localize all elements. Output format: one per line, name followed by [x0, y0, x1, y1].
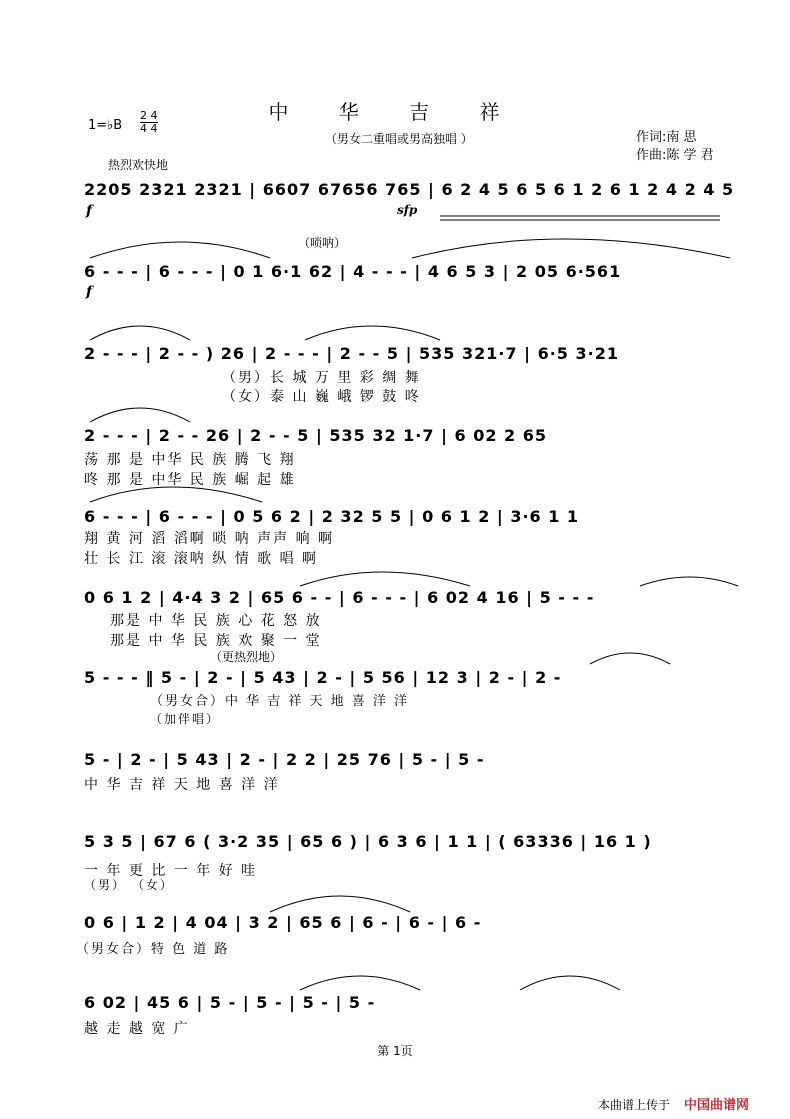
song-subtitle: （男女二重唱或男高独唱 ） [325, 132, 473, 146]
tempo-change-label: （更热烈地） [210, 650, 283, 664]
lyricist-credit: 作词:南 思 [636, 130, 697, 145]
score-row-8: 5 - | 2 - | 5 43 | 2 - | 2 2 | 25 76 | 5 - | 5 - [84, 750, 485, 769]
score-row-4: 2 - - - | 2 - - 26 | 2 - - 5 | 535 32 1·7 | 6 02 2 65 [84, 426, 548, 445]
upload-credit: 本曲谱上传于 [598, 1098, 671, 1112]
lyric-line-2: 那是 中 华 民 族 欢 聚 一 堂 [110, 633, 322, 649]
lyric-line-2: 壮 长 江 滚 滚呐 纵 情 歌 唱 啊 [84, 551, 319, 567]
dynamic-marking: f [86, 203, 93, 219]
score-row-2: 6 - - - | 6 - - - | 0 1 6·1 62 | 4 - - - | 4 6 5 3 | 2 05 6·561 [84, 262, 622, 281]
lyric-line-1: （男女合）特 色 道 路 [76, 942, 230, 957]
instrument-label-suona: （唢呐） [298, 236, 347, 250]
lyric-line-2: （男） （女） [84, 878, 174, 892]
composer-credit: 作曲:陈 学 君 [636, 148, 714, 163]
lyric-line-2: （加伴唱） [150, 712, 221, 726]
score-row-3: 2 - - - | 2 - - ) 26 | 2 - - - | 2 - - 5 | 535 321·7 | 6·5 3·21 [84, 344, 619, 363]
key-signature: 1=♭B [88, 118, 123, 133]
lyric-line-male: （男）长 城 万 里 彩 绸 舞 [222, 370, 421, 386]
lyric-line-female: （女）泰 山 巍 峨 锣 鼓 咚 [222, 389, 421, 405]
lyric-line-1: 翔 黄 河 滔 滔啊 唢 呐 声声 响 啊 [84, 531, 335, 547]
score-row-5: 6 - - - | 6 - - - | 0 5 6 2 | 2 32 5 5 | 0 6 1 2 | 3·6 1 1 [84, 507, 580, 526]
tempo-marking: 热烈欢快地 [108, 158, 169, 172]
lyric-line-1: 中 华 吉 祥 天 地 喜 洋 洋 [84, 777, 280, 793]
lyric-line-1: 荡 那 是 中华 民 族 腾 飞 翔 [84, 452, 296, 468]
lyric-line-1: 一 年 更 比 一 年 好 哇 [84, 863, 258, 879]
dynamic-marking: f [86, 284, 93, 300]
meter-bottom: 4 4 [140, 122, 158, 135]
lyric-line-1: （男女合）中 华 吉 祥 天 地 喜 洋 洋 [150, 694, 410, 709]
score-row-10: 0 6 | 1 2 | 4 04 | 3 2 | 65 6 | 6 - | 6 - | 6 - [84, 913, 482, 932]
lyric-line-1: 那是 中 华 民 族 心 花 怒 放 [110, 613, 322, 629]
score-row-9: 5 3 5 | 67 6 ( 3·2 35 | 65 6 ) | 6 3 6 | 1 1 | ( 63336 | 16 1 ) [84, 832, 652, 851]
score-row-7: 5 - - - ‖ 5 - | 2 - | 5 43 | 2 - | 5 56 | 12 3 | 2 - | 2 - [84, 668, 562, 687]
score-row-1: 2205 2321 2321 | 6607 67656 765 | 6 2 4 5 6 5 6 1 2 6 1 2 4 2 4 5 [84, 180, 735, 199]
page-number: 第 1页 [377, 1044, 413, 1058]
dynamic-marking-sfp: sfp [397, 203, 418, 217]
score-row-11: 6 02 | 45 6 | 5 - | 5 - | 5 - | 5 - [84, 993, 376, 1012]
score-row-6: 0 6 1 2 | 4·4 3 2 | 65 6 - - | 6 - - - | 6 02 4 16 | 5 - - - [84, 588, 595, 607]
lyric-line-2: 咚 那 是 中华 民 族 崛 起 雄 [84, 472, 296, 488]
site-logo: 中国曲谱网 [684, 1098, 750, 1113]
song-title: 中 华 吉 祥 [268, 100, 522, 124]
lyric-line-1: 越 走 越 宽 广 [84, 1021, 190, 1037]
meter-top: 2 4 [140, 109, 158, 122]
